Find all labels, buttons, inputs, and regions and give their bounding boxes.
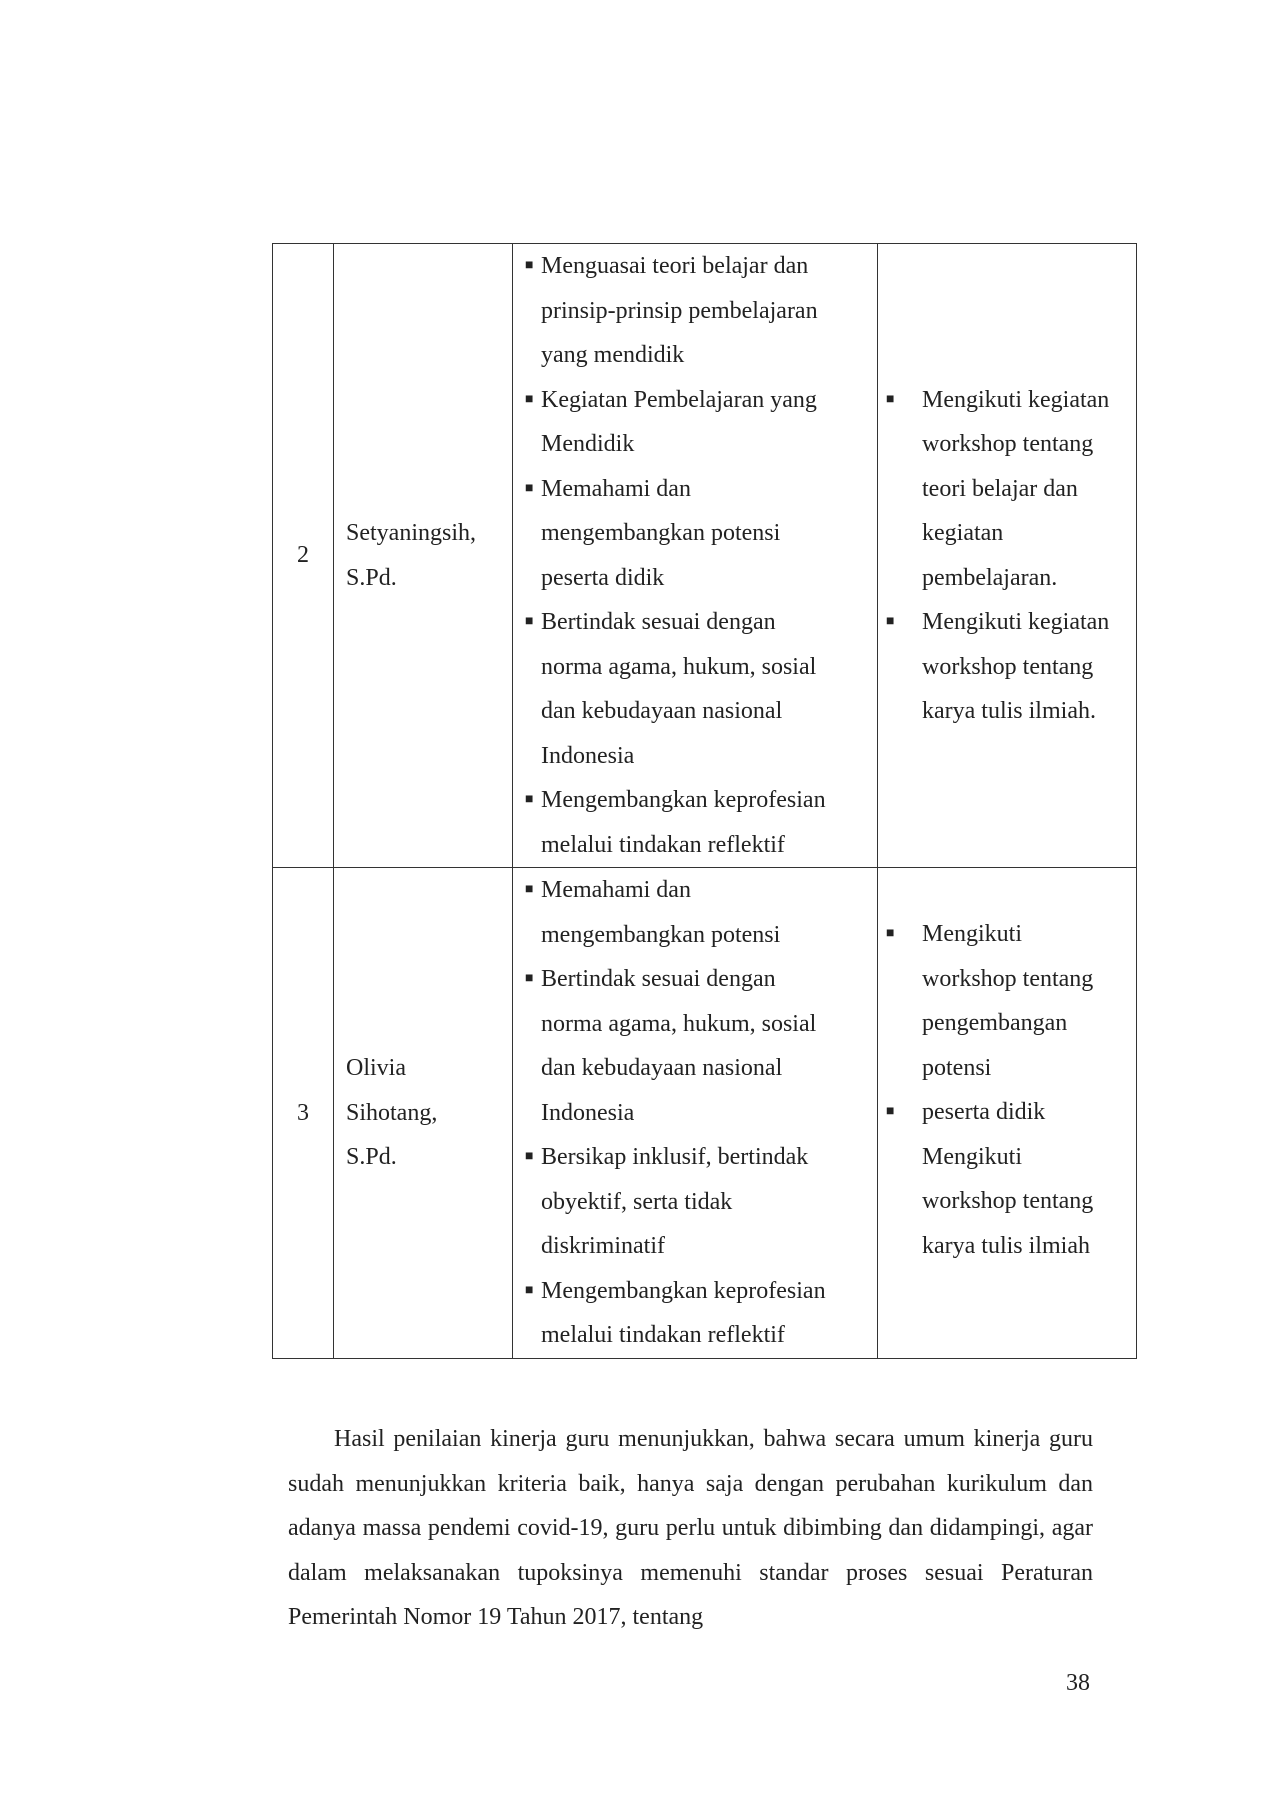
activity-list — [878, 378, 1136, 734]
square-bullet-icon: ■ — [886, 926, 895, 941]
competency-line: yang mendidik — [541, 342, 685, 368]
competency-item — [513, 1135, 877, 1269]
square-bullet-icon: ■ — [525, 480, 534, 496]
square-bullet-icon: ■ — [886, 1104, 895, 1119]
competency-line: norma agama, hukum, sosial — [541, 653, 817, 680]
activity-line: Mengikuti kegiatan — [922, 609, 1110, 635]
square-bullet-icon: ■ — [525, 1282, 534, 1298]
square-bullet-icon: ■ — [525, 971, 534, 986]
competency-line: diskriminatif — [541, 1233, 665, 1259]
activity-item — [878, 378, 1136, 601]
competency-item — [513, 600, 877, 778]
square-bullet-icon: ■ — [525, 258, 534, 273]
body-paragraph: Hasil penilaian kinerja guru menunjukkan, bahwa secara umum kinerja guru sudah menunjukkan kriteria baik, hanya saja dengan perubahan kurikulum dan adanya massa pendemi covid-19, guru perlu untuk dibimbing dan didampingi, agar dalam melaksanakan tupoksinya memenuhi standar proses sesuai Peraturan Pemerintah Nomor 19 Tahun 2017, tentang — [288, 1426, 1093, 1630]
teacher-name-line: Sihotang, — [346, 1099, 438, 1126]
competency-item — [513, 957, 877, 1135]
activity-line: Mengikuti kegiatan — [922, 386, 1110, 413]
activity-line: kegiatan — [922, 520, 1004, 546]
teacher-name-line: Setyaningsih, — [346, 520, 476, 546]
competency-list — [513, 868, 877, 1358]
teacher-name — [334, 244, 513, 868]
activity-line: Mengikuti — [922, 921, 1022, 947]
competency-item — [513, 778, 877, 867]
competency-line: melalui tindakan reflektif — [541, 1322, 785, 1348]
activity-line: workshop tentang — [922, 965, 1094, 992]
competency-line: Indonesia — [541, 742, 635, 769]
activity-line: teori belajar dan — [922, 475, 1078, 502]
competency-line: obyektif, serta tidak — [541, 1188, 733, 1215]
competency-line: Mengembangkan keprofesian — [541, 1277, 826, 1304]
teacher-name — [334, 868, 513, 1359]
teacher-name-line: S.Pd. — [346, 1144, 397, 1170]
square-bullet-icon: ■ — [525, 391, 534, 407]
competency-item — [513, 467, 877, 601]
competency-item — [513, 244, 877, 378]
competency-line: Menguasai teori belajar dan — [541, 253, 809, 279]
competency-item — [513, 378, 877, 467]
competency-line: Bertindak sesuai dengan — [541, 966, 776, 992]
activity-cell — [878, 244, 1137, 868]
competency-line: Memahami dan — [541, 475, 691, 502]
competency-line: Mengembangkan keprofesian — [541, 787, 826, 813]
activity-item — [878, 1090, 1136, 1268]
competency-line: dan kebudayaan nasional — [541, 1055, 783, 1081]
square-bullet-icon: ■ — [886, 614, 895, 629]
activity-line: Mengikuti — [922, 1143, 1022, 1170]
activity-line: potensi — [922, 1054, 992, 1081]
square-bullet-icon: ■ — [525, 882, 534, 897]
activity-list — [878, 912, 1136, 1268]
activity-cell — [878, 868, 1137, 1359]
competency-line: Kegiatan Pembelajaran yang — [541, 386, 817, 413]
competency-line: Bertindak sesuai dengan — [541, 609, 776, 635]
competency-line: Memahami dan — [541, 877, 691, 903]
competency-line: Mendidik — [541, 431, 635, 457]
activity-line: karya tulis ilmiah. — [922, 698, 1096, 724]
activity-line: workshop tentang — [922, 1188, 1094, 1214]
activity-line: peserta didik — [922, 1099, 1046, 1125]
table-row — [273, 868, 1137, 1359]
teacher-competency-table — [272, 243, 1137, 1359]
square-bullet-icon: ■ — [886, 391, 895, 407]
activity-item — [878, 912, 1136, 1090]
table-row — [273, 244, 1137, 868]
activity-line: pengembangan — [922, 1010, 1068, 1036]
teacher-name-line: S.Pd. — [346, 564, 397, 591]
competency-line: Indonesia — [541, 1099, 635, 1126]
competency-item — [513, 868, 877, 957]
activity-line: pembelajaran. — [922, 564, 1058, 591]
competency-line: mengembangkan potensi — [541, 921, 781, 948]
competency-line: prinsip-prinsip pembelajaran — [541, 297, 818, 324]
competency-line: melalui tindakan reflektif — [541, 831, 785, 858]
competency-line: mengembangkan potensi — [541, 520, 781, 546]
activity-line: workshop tentang — [922, 653, 1094, 680]
activity-line: workshop tentang — [922, 431, 1094, 457]
competency-cell — [513, 868, 878, 1359]
competency-line: Bersikap inklusif, bertindak — [541, 1144, 809, 1170]
teacher-name-line: Olivia — [346, 1055, 406, 1081]
competency-line: peserta didik — [541, 564, 665, 591]
competency-line: dan kebudayaan nasional — [541, 698, 783, 724]
square-bullet-icon: ■ — [525, 614, 534, 629]
competency-item — [513, 1269, 877, 1358]
activity-line: karya tulis ilmiah — [922, 1232, 1090, 1259]
square-bullet-icon: ■ — [525, 1149, 534, 1164]
activity-item — [878, 600, 1136, 734]
competency-cell — [513, 244, 878, 868]
row-number: 3 — [273, 868, 334, 1359]
competency-line: norma agama, hukum, sosial — [541, 1010, 817, 1037]
square-bullet-icon: ■ — [525, 792, 534, 807]
row-number: 2 — [273, 244, 334, 868]
competency-list — [513, 244, 877, 867]
table-body — [273, 244, 1137, 1359]
page-number: 38 — [1066, 1670, 1090, 1696]
